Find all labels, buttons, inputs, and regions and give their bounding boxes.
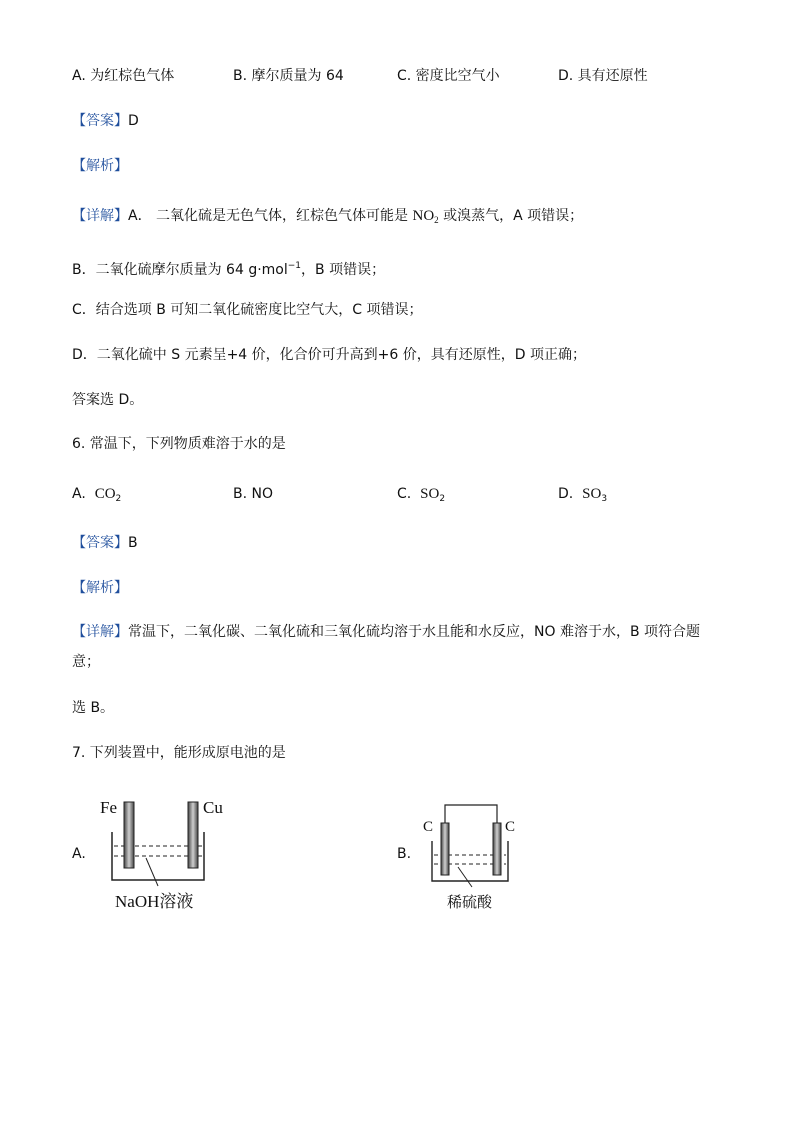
q5-answer: D (128, 113, 139, 129)
detail-a-text: A． 二氧化硫是无色气体，红棕色气体可能是 (128, 208, 413, 224)
subscript: 3 (601, 494, 608, 504)
formula: SO (420, 486, 440, 502)
galvanic-apparatus-b (428, 803, 510, 889)
q5-option-d: D. 具有还原性 (558, 68, 648, 84)
q5-conclusion: 答案选 D。 (72, 392, 144, 408)
option-letter: C. (397, 486, 412, 502)
detail-b-text-end: ，B 项错误； (301, 262, 386, 278)
q6-answer-line (72, 533, 138, 553)
option-letter: B. (233, 486, 248, 502)
superscript: −1 (287, 261, 302, 271)
formula: NO (412, 208, 435, 224)
q6-option-d (558, 484, 607, 509)
q5-option-b: B. 摩尔质量为 64 (233, 68, 344, 84)
subscript: 2 (434, 215, 439, 225)
q6-detail-line1 (72, 622, 700, 642)
pointer-line (146, 858, 158, 886)
cu-electrode (188, 802, 198, 868)
q6-option-c (397, 484, 445, 509)
q5-option-c: C. 密度比空气小 (397, 68, 500, 84)
detail-text: 常温下，二氧化碳、二氧化硫和三氧化硫均溶于水且能和水反应，NO 难溶于水，B 项符合题 (128, 624, 700, 640)
formula: SO (582, 486, 602, 502)
detail-tag: 【详解】 (72, 624, 128, 640)
fe-electrode-label: Fe (100, 798, 117, 817)
q5-detail-d: D．二氧化硫中 S 元素呈+4 价，化合价可升高到+6 价，具有还原性，D 项正确； (72, 347, 586, 363)
detail-b-text: B．二氧化硫摩尔质量为 64 g·mol (72, 262, 288, 278)
naoh-solution-label: NaOH溶液 (115, 892, 194, 911)
q5-detail-b (72, 256, 385, 280)
no2-formula (412, 208, 438, 224)
connecting-wire (445, 805, 497, 823)
galvanic-apparatus-a (106, 796, 210, 888)
cu-electrode-label: Cu (203, 798, 223, 817)
c-electrode-right-label: C (505, 819, 516, 835)
dilute-sulfuric-acid-label: 稀硫酸 (447, 895, 493, 911)
c-electrode-left (441, 823, 449, 875)
q5-option-a: A. 为红棕色气体 (72, 68, 175, 84)
formula: NO (251, 486, 274, 502)
q5-answer-line (72, 111, 139, 131)
q7-option-a-letter: A. (72, 846, 86, 862)
pointer-line (458, 867, 472, 887)
q6-stem: 6. 常温下，下列物质难溶于水的是 (72, 436, 286, 452)
detail-tag: 【详解】 (72, 208, 128, 224)
q6-detail-line2: 意； (72, 654, 100, 670)
option-letter: D. (558, 486, 574, 502)
q7-stem: 7. 下列装置中，能形成原电池的是 (72, 745, 286, 761)
q6-option-a (72, 484, 121, 509)
subscript: 2 (439, 494, 446, 504)
answer-tag: 【答案】 (72, 535, 128, 551)
subscript: 2 (115, 494, 122, 504)
q6-option-b (233, 484, 273, 504)
answer-tag: 【答案】 (72, 113, 128, 129)
q6-analysis-tag: 【解析】 (72, 580, 128, 596)
q5-detail-a (72, 206, 583, 230)
q5-detail-c: C．结合选项 B 可知二氧化硫密度比空气大，C 项错误； (72, 302, 423, 318)
c-electrode-left-label: C (423, 819, 434, 835)
formula: CO (94, 486, 116, 502)
q6-conclusion: 选 B。 (72, 700, 115, 716)
q7-option-b-letter: B. (397, 846, 412, 862)
q6-answer: B (128, 535, 138, 551)
option-letter: A. (72, 486, 86, 502)
fe-electrode (124, 802, 134, 868)
detail-a-text-end: 或溴蒸气，A 项错误； (438, 208, 584, 224)
q5-analysis-tag: 【解析】 (72, 158, 128, 174)
c-electrode-right (493, 823, 501, 875)
